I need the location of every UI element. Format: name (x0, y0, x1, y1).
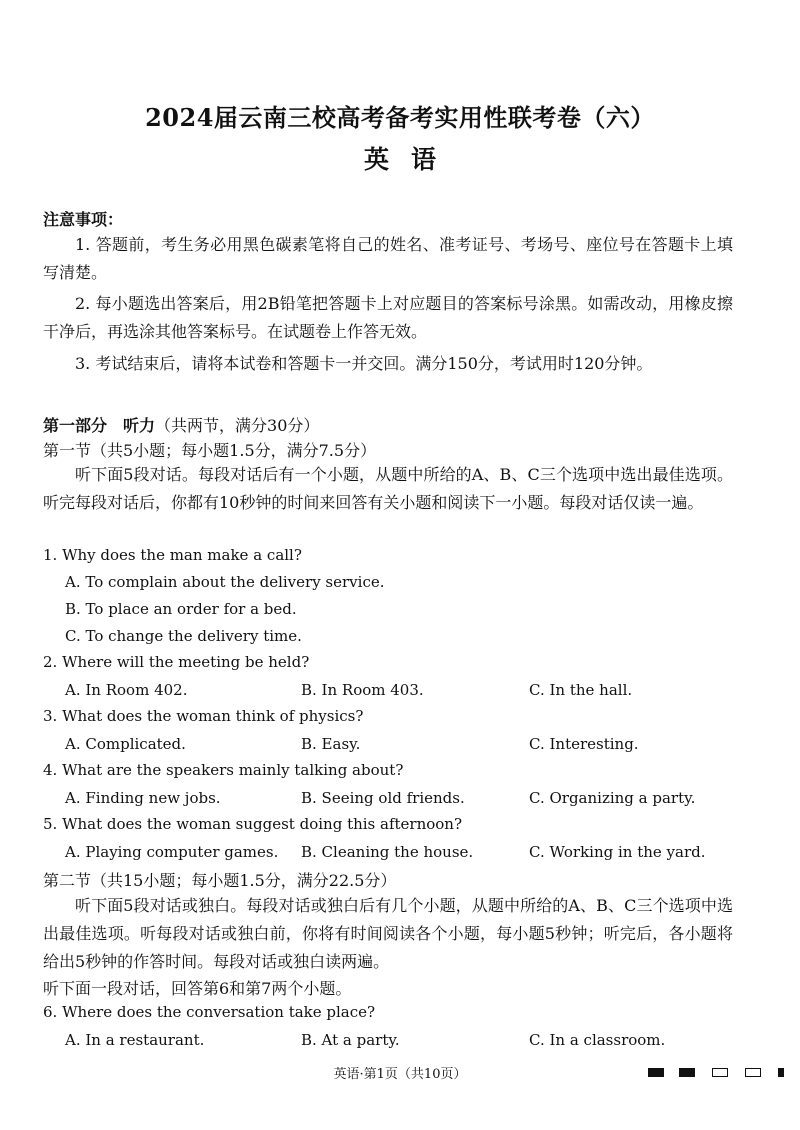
question-2: 2. Where will the meeting be held? (43, 653, 310, 671)
q4-option-b: B. Seeing old friends. (301, 789, 465, 807)
part1-heading-rest: （共两节，满分30分） (155, 416, 320, 435)
q4-option-c: C. Organizing a party. (529, 789, 696, 807)
q5-option-b: B. Cleaning the house. (301, 843, 474, 861)
page-marker-empty-1 (712, 1068, 728, 1077)
note-item-3: 3. 考试结束后，请将本试卷和答题卡一并交回。满分150分，考试用时120分钟。 (75, 354, 653, 373)
page-marker-filled-1 (648, 1068, 664, 1077)
q6-option-c: C. In a classroom. (529, 1031, 666, 1049)
page-footer: 英语·第1页（共10页） (333, 1067, 467, 1082)
q4-option-a: A. Finding new jobs. (65, 789, 221, 807)
section2-sub-instruction: 听下面一段对话，回答第6和第7两个小题。 (43, 979, 352, 998)
q2-option-b: B. In Room 403. (301, 681, 424, 699)
note-item-2: 2. 每小题选出答案后，用2B铅笔把答题卡上对应题目的答案标号涂黑。如需改动，用橡皮擦干净后，再选涂其他答案标号。在试题卷上作答无效。 (43, 294, 733, 341)
question-4: 4. What are the speakers mainly talking about? (43, 761, 404, 779)
q2-option-a: A. In Room 402. (65, 681, 188, 699)
question-5: 5. What does the woman suggest doing this afternoon? (43, 815, 463, 833)
subject-title: 英语 (363, 145, 458, 174)
note-item-1: 1. 答题前，考生务必用黑色碳素笔将自己的姓名、准考证号、考场号、座位号在答题卡上填写清楚。 (43, 235, 733, 282)
q2-option-c: C. In the hall. (529, 681, 633, 699)
exam-title: 2024届云南三校高考备考实用性联考卷（六） (145, 103, 655, 132)
q3-option-a: A. Complicated. (65, 735, 186, 753)
page-marker-empty-2 (745, 1068, 761, 1077)
section1-instruction: 听下面5段对话。每段对话后有一个小题，从题中所给的A、B、C三个选项中选出最佳选项。听完每段对话后，你都有10秒钟的时间来回答有关小题和阅读下一小题。每段对话仅读一遍。 (43, 465, 733, 512)
part1-heading (43, 413, 319, 436)
q6-option-a: A. In a restaurant. (65, 1031, 205, 1049)
question-3: 3. What does the woman think of physics? (43, 707, 364, 725)
q6-option-b: B. At a party. (301, 1031, 400, 1049)
q5-option-a: A. Playing computer games. (65, 843, 279, 861)
question-1: 1. Why does the man make a call? (43, 546, 302, 564)
part1-heading-bold: 第一部分 听力 (43, 416, 156, 435)
q3-option-b: B. Easy. (301, 735, 361, 753)
notes-heading: 注意事项： (43, 210, 124, 229)
question-6: 6. Where does the conversation take place? (43, 1003, 376, 1021)
q3-option-c: C. Interesting. (529, 735, 639, 753)
page-marker-filled-2 (679, 1068, 695, 1077)
section2-heading: 第二节（共15小题；每小题1.5分，满分22.5分） (43, 871, 397, 890)
q1-option-c: C. To change the delivery time. (65, 627, 302, 645)
page-marker-edge (778, 1068, 784, 1077)
q1-option-b: B. To place an order for a bed. (65, 600, 297, 618)
q5-option-c: C. Working in the yard. (529, 843, 706, 861)
q1-option-a: A. To complain about the delivery service. (65, 573, 385, 591)
section1-heading: 第一节（共5小题；每小题1.5分，满分7.5分） (43, 441, 377, 460)
section2-instruction: 听下面5段对话或独白。每段对话或独白后有几个小题，从题中所给的A、B、C三个选项中选出最佳选项。听每段对话或独白前，你将有时间阅读各个小题，每小题5秒钟；听完后，各小题将给出5秒钟的作答时间。每段对话或独白读两遍。 (43, 896, 733, 971)
